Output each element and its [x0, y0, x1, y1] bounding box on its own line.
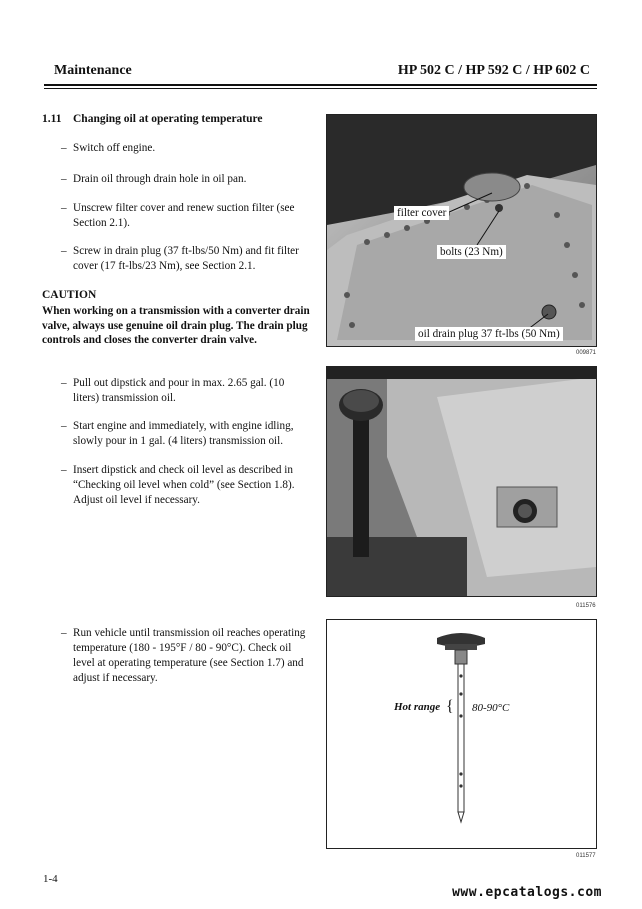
section-heading	[42, 113, 263, 125]
dipstick-installation-illustration	[327, 367, 596, 596]
figure-id: 009871	[576, 350, 597, 356]
list-item	[61, 244, 311, 274]
list-dash: –	[61, 377, 67, 389]
figure-dipstick-photo	[326, 366, 597, 597]
list-dash: –	[61, 420, 67, 432]
watermark-link[interactable]: www.epcatalogs.com	[452, 885, 602, 900]
list-dash: –	[61, 202, 67, 214]
header-rule	[44, 84, 597, 86]
caution-heading: CAUTION	[42, 289, 97, 301]
figure-id: 011576	[576, 603, 596, 609]
section-number: 1.11	[42, 113, 62, 125]
dipstick-drawing	[327, 620, 596, 848]
list-item	[61, 419, 311, 449]
list-dash: –	[61, 464, 67, 476]
list-dash: –	[61, 142, 67, 154]
list-dash: –	[61, 245, 67, 257]
list-item-text: Switch off engine.	[73, 142, 156, 154]
list-item-text: Start engine and immediately, with engine idling, slowly pour in 1 gal. (4 liters) transmission oil.	[73, 420, 294, 447]
list-dash: –	[61, 627, 67, 639]
hot-range-temp: 80-90°C	[472, 702, 510, 714]
list-item	[61, 626, 306, 686]
list-item	[61, 376, 311, 406]
section-title: Changing oil at operating temperature	[73, 113, 263, 125]
header-models: HP 502 C / HP 592 C / HP 602 C	[397, 63, 590, 78]
list-item-text: Drain oil through drain hole in oil pan.	[73, 173, 247, 185]
list-item	[61, 201, 311, 231]
figure-dipstick-diagram	[326, 619, 597, 849]
oil-pan-illustration	[327, 115, 596, 346]
list-item-text: Run vehicle until transmission oil reaches operating temperature (180 - 195°F / 80 - 90°C). Check oil level at operating temperature (see Section 1.7) and adjust if necessary.	[73, 627, 306, 684]
list-item-text: Pull out dipstick and pour in max. 2.65 gal. (10 liters) transmission oil.	[73, 377, 285, 404]
callout-filter-cover: filter cover	[394, 206, 449, 220]
list-item	[61, 141, 311, 156]
list-item	[61, 172, 311, 187]
list-dash: –	[61, 173, 67, 185]
list-item-text: Screw in drain plug (37 ft-lbs/50 Nm) and fit filter cover (17 ft-lbs/23 Nm), see Section 2.1.	[73, 245, 299, 272]
header-rule-thin	[44, 88, 597, 89]
callout-bolts: bolts (23 Nm)	[437, 245, 506, 259]
hot-range-label: Hot range	[394, 701, 441, 713]
list-item	[61, 463, 311, 508]
list-item-text: Insert dipstick and check oil level as described in “Checking oil level when cold” (see Section 1.8). Adjust oil level if necessary.	[73, 464, 295, 506]
page-number: 1-4	[43, 873, 58, 885]
figure-id: 011577	[576, 853, 596, 859]
callout-drain-plug: oil drain plug 37 ft-lbs (50 Nm)	[415, 327, 563, 341]
hot-range-brace: {	[446, 698, 454, 715]
figure-oil-pan-photo	[326, 114, 597, 347]
header-section-title: Maintenance	[54, 63, 132, 78]
caution-text: When working on a transmission with a converter drain valve, always use genuine oil drain plug. The drain plug controls and closes the converter drain valve.	[42, 305, 310, 346]
list-item-text: Unscrew filter cover and renew suction filter (see Section 2.1).	[73, 202, 295, 229]
